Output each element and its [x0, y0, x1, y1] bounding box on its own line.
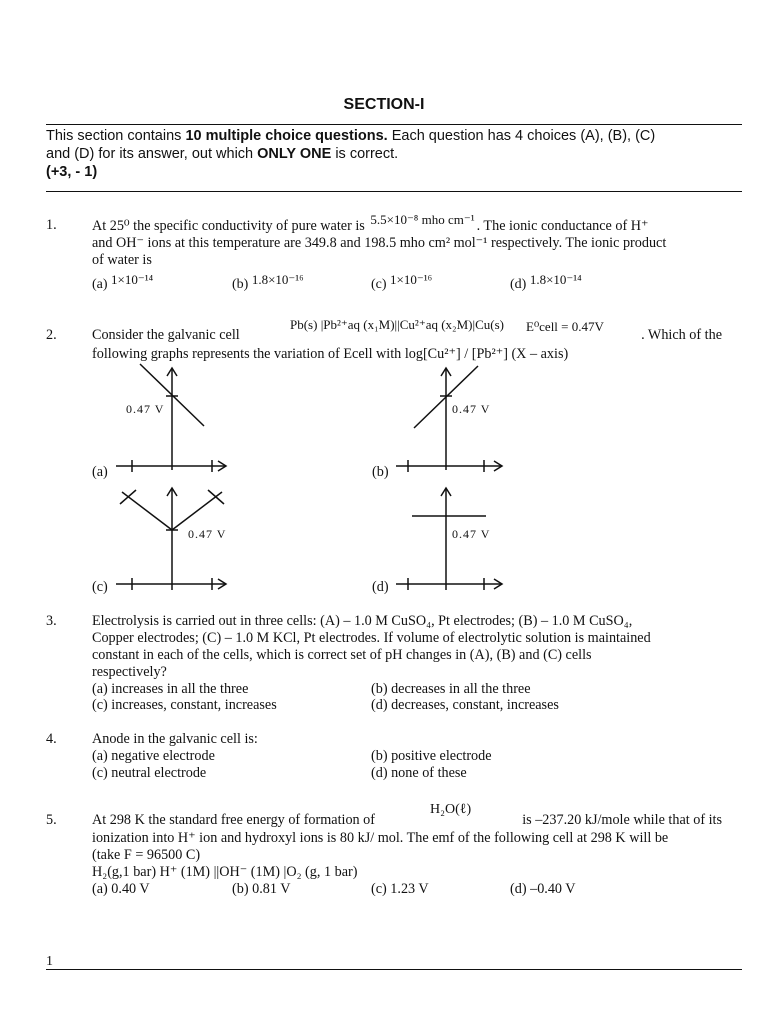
graph-a-value-label: 0.47 V	[126, 402, 165, 416]
question-5-line-2: ionization into H⁺ ion and hydroxyl ions is 80 kJ/ mol. The emf of the following cell at 298 K will be	[92, 830, 669, 846]
instructions-line-1: This section contains 10 multiple choice questions. Each question has 4 choices (A), (B), (C)	[46, 128, 656, 144]
question-3-line-3: constant in each of the cells, which is correct set of pH changes in (A), (B) and (C) cells	[92, 647, 592, 663]
question-1-option-b[interactable]: (b) 1.8×10⁻¹⁶	[232, 272, 304, 292]
question-1-option-d[interactable]: (d) 1.8×10⁻¹⁴	[510, 272, 582, 292]
question-5-line-3: (take F = 96500 C)	[92, 847, 201, 863]
question-1-option-a[interactable]: (a) 1×10⁻¹⁴	[92, 272, 154, 292]
question-2-cell-notation: Pb(s) |Pb²⁺aq (x₁M)||Cu²⁺aq (x₂M)|Cu(s)	[290, 317, 504, 332]
question-2-standard-emf: E⁰cell = 0.47V	[526, 319, 604, 334]
section-top-rule	[46, 124, 742, 125]
question-5-cell-representation: H₂(g,1 bar) H⁺ (1M) ||OH⁻ (1M) |O₂ (g, 1 bar)	[92, 864, 358, 880]
question-5-water-formula: H₂O(ℓ)	[430, 802, 472, 817]
question-5-option-c[interactable]: (c) 1.23 V	[371, 881, 429, 897]
question-1-option-c[interactable]: (c) 1×10⁻¹⁶	[371, 272, 433, 292]
question-3-option-a[interactable]: (a) increases in all the three	[92, 681, 249, 697]
question-2-line-1-a: Consider the galvanic cell	[92, 327, 240, 343]
section-title: SECTION-I	[343, 96, 425, 113]
question-1-number: 1.	[46, 217, 57, 233]
question-4-option-a[interactable]: (a) negative electrode	[92, 748, 215, 764]
graph-c-value-label: 0.47 V	[188, 527, 227, 541]
question-3-option-d[interactable]: (d) decreases, constant, increases	[371, 697, 559, 713]
question-5-line-1-a: At 298 K the standard free energy of formation of	[92, 812, 376, 828]
question-1-line-2: and OH⁻ ions at this temperature are 349.8 and 198.5 mho cm² mol⁻¹ respectively. The ionic product	[92, 235, 667, 251]
instructions-line-2: and (D) for its answer, out which ONLY ONE is correct.	[46, 146, 399, 162]
question-4-option-b[interactable]: (b) positive electrode	[371, 748, 492, 764]
page-number: 1	[46, 954, 53, 969]
question-4-option-c[interactable]: (c) neutral electrode	[92, 765, 207, 781]
question-2-line-1-b: . Which of the	[641, 327, 722, 343]
question-5-number: 5.	[46, 812, 57, 828]
question-1-conductivity-expr: 5.5×10⁻⁸ mho cm⁻¹	[370, 212, 475, 227]
graph-c-label[interactable]: (c)	[92, 579, 108, 595]
question-4-option-d[interactable]: (d) none of these	[371, 765, 467, 781]
question-2-line-2: following graphs represents the variation of Ecell with log[Cu²⁺] / [Pb²⁺] (X – axis)	[92, 346, 569, 362]
graph-d-label[interactable]: (d)	[372, 579, 389, 595]
question-2-number: 2.	[46, 327, 57, 343]
question-5-option-a[interactable]: (a) 0.40 V	[92, 881, 150, 897]
question-5-option-d[interactable]: (d) –0.40 V	[510, 881, 576, 897]
question-4-line-1: Anode in the galvanic cell is:	[92, 731, 258, 747]
question-3-line-1: Electrolysis is carried out in three cells: (A) – 1.0 M CuSO₄, Pt electrodes; (B) – 1.0 M CuSO₄,	[92, 613, 633, 629]
question-3-option-c[interactable]: (c) increases, constant, increases	[92, 697, 277, 713]
graph-d-value-label: 0.47 V	[452, 527, 491, 541]
footer-rule	[46, 969, 742, 970]
marking-scheme: (+3, - 1)	[46, 164, 98, 180]
question-3-number: 3.	[46, 613, 57, 629]
graph-a-label[interactable]: (a)	[92, 464, 108, 480]
question-5-line-1-b: is –237.20 kJ/mole while that of its	[522, 812, 722, 828]
question-5-option-b[interactable]: (b) 0.81 V	[232, 881, 291, 897]
graph-b	[390, 360, 520, 480]
question-1-line-3: of water is	[92, 252, 152, 268]
question-3-option-b[interactable]: (b) decreases in all the three	[371, 681, 531, 697]
question-4-number: 4.	[46, 731, 57, 747]
question-1-line-1: At 25⁰ the specific conductivity of pure water is 5.5×10⁻⁸ mho cm⁻¹ . The ionic conductance of H⁺	[92, 212, 649, 234]
section-instructions	[46, 127, 746, 181]
question-3-line-4: respectively?	[92, 664, 167, 680]
graph-a	[110, 360, 240, 480]
graph-b-value-label: 0.47 V	[452, 402, 491, 416]
graph-b-label[interactable]: (b)	[372, 464, 389, 480]
section-bottom-rule	[46, 191, 742, 192]
question-3-line-2: Copper electrodes; (C) – 1.0 M KCl, Pt electrodes. If volume of electrolytic solution is maintained	[92, 630, 651, 646]
